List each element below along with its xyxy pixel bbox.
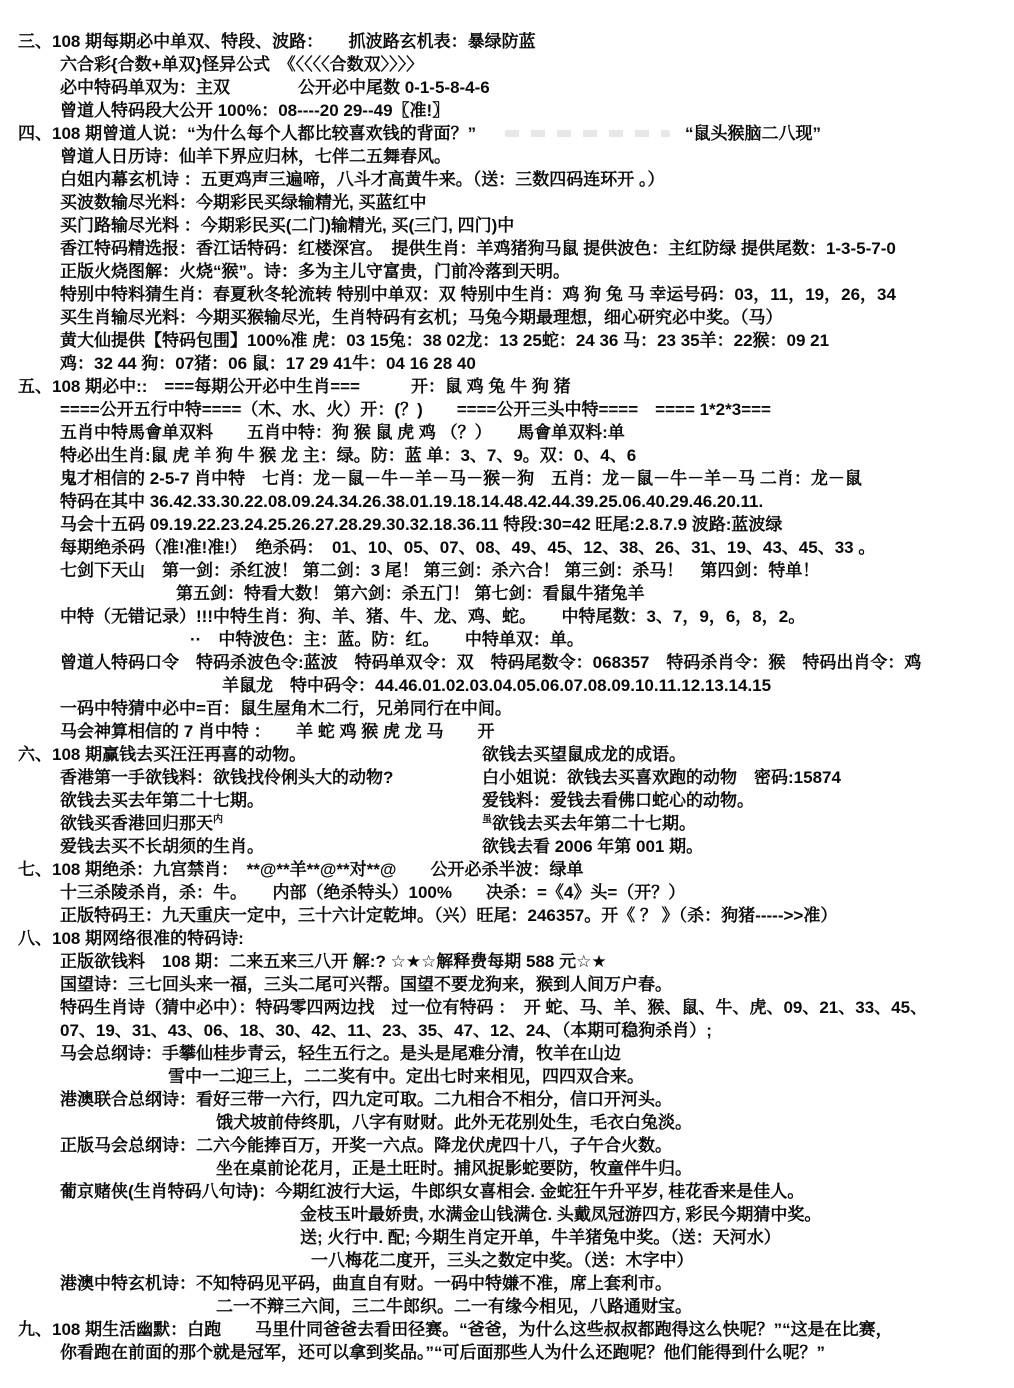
text-line: 白姐内幕玄机诗 ：五更鸡声三遍啼，八斗才高黄牛来。（送：三数四码连环开 。）: [60, 170, 665, 189]
text-line: ====公开五行中特====（木、水、火）开：(？) ====公开三头中特==== ==== 1*2*3===: [60, 400, 771, 419]
text-line: 曾道人日历诗：仙羊下界应归林，七伴二五舞春风。: [60, 147, 451, 166]
text-line: 港澳联合总纲诗：看好三带一六行，四九定可取。二九相合不相分，信口开河头。: [60, 1090, 672, 1109]
text-line: 黄大仙提供【特码包围】100%准 虎：03 15兔：38 02龙：13 25蛇：24 36 马：23 35羊：22猴：09 21: [60, 331, 830, 350]
text-line: 曾道人特码段大公开 100%：08----20 29--49〖准!〗: [60, 101, 450, 120]
text-line: 必中特码单双为：主双 公开必中尾数 0-1-5-8-4-6: [60, 78, 490, 97]
text-line: 曾道人特码口令 特码杀波色令:蓝波 特码单双令：双 特码尾数令：068357 特码杀肖令：猴 特码出肖令：鸡: [60, 653, 922, 672]
left-column-text: 爱钱去买不长胡须的生肖。: [60, 837, 264, 856]
text-line: 买波数输尽光料：今期彩民买绿输精光, 买蓝红中: [60, 193, 427, 212]
text-line: 正版特码王：九天重庆一定中，三十六计定乾坤。（兴）旺尾：246357。开《 ？ 》（杀：狗猪----->>准）: [60, 906, 838, 925]
right-column-text: 白小姐说：欲钱去买喜欢跑的动物 密码:15874: [482, 768, 841, 787]
text-line: 买门路输尽光料 ：今期彩民买(二门)输精光, 买(三门, 四门)中: [60, 216, 515, 235]
text-line: 六合彩{合数+单双}怪异公式 《〈〈〈〈合数双〉〉〉〉: [60, 55, 424, 74]
text-line: 港澳中特玄机诗：不知特码见平码，曲直自有财。一码中特嫌不准，席上套利市。: [60, 1274, 672, 1293]
text-line: 国望诗：三七回头来一福，三头二尾可兴帮。国望不要龙狗来，猴到人间万户春。: [60, 975, 672, 994]
text-line: 五、108 期必中:: ===每期公开必中生肖=== 开：鼠 鸡 兔 牛 狗 猪: [18, 377, 571, 396]
text-line: 中特（无错记录）!!!中特生肖：狗、羊、猪、牛、龙、鸡、蛇。 中特尾数：3、7，9，6，8，2。: [60, 607, 806, 626]
left-column-text: 欲钱去买去年第二十七期。: [60, 791, 264, 810]
text-line: 鬼才相信的 2-5-7 肖中特 七肖：龙－鼠－牛－羊－马－猴－狗 五肖：龙－鼠－牛－羊－马 二肖：龙－鼠: [60, 469, 862, 488]
text-line: 二一不辩三六间，三二牛郎织。二一有缘今相见，八路通财宝。: [216, 1297, 692, 1316]
smudged-text: [505, 130, 670, 137]
text-line: 一八梅花二度开，三头之数定中奖。（送：木字中）: [311, 1251, 694, 1270]
text-line: 特必出生肖:鼠 虎 羊 狗 牛 猴 龙 主：绿。防：蓝 单：3、7、9。双：0、4、6: [60, 446, 637, 465]
text-line: 金枝玉叶最娇贵, 水满金山钱满仓. 头戴凤冠游四方, 彩民今期猜中奖。: [300, 1205, 822, 1224]
text-line: 香江特码精选报：香江话特码：红楼深宫。 提供生肖：羊鸡猪狗马鼠 提供波色：主红防绿 提供尾数：1-3-5-7-0: [60, 239, 896, 258]
text-line: 每期绝杀码（准!准!准!） 绝杀码： 01、10、05、07、08、49、45、12、38、26、31、19、43、45、33 。: [60, 538, 876, 557]
text-line: 三、108 期每期必中单双、特段、波路： 抓波路玄机表：暴绿防蓝: [18, 32, 536, 51]
text-line: 羊鼠龙 特中码令：44.46.01.02.03.04.05.06.07.08.09.10.11.12.13.14.15: [222, 676, 772, 695]
text-line: 正版火烧图解：火烧“猴”。诗：多为主儿守富贵，门前冷落到天明。: [60, 262, 570, 281]
text-line: 一码中特猜中必中=百：鼠生屋角木二行，兄弟同行在中间。: [60, 699, 512, 718]
text-line: [0, 835, 1014, 858]
text-line: [0, 789, 1014, 812]
section-five: [0, 375, 1014, 743]
text-line: 七剑下天山 第一剑：杀红波！ 第二剑：3 尾！ 第三剑：杀六合！ 第三剑：杀马！ 第四剑：特单！: [60, 561, 820, 580]
text-line: 八、108 期网络很准的特码诗:: [18, 929, 244, 948]
text-line: 07、19、31、43、06、18、30、42、11、23、35、47、12、24、（本期可稳狗杀肖）;: [60, 1021, 712, 1040]
text-line: 七、108 期绝杀：九宫禁肖： **@**羊**@**对**@ 公开必杀半波：绿单: [18, 860, 584, 879]
text-line: 饿犬坡前侍终肌，八字有财财。此外无花别处生，毛衣白兔淡。: [216, 1113, 692, 1132]
right-column-text: $^虽$欲钱去买去年第二十七期。: [482, 814, 696, 833]
left-column-text: 欲钱买香港回归那天$^内$: [60, 814, 223, 833]
superscript: 虽: [482, 814, 492, 826]
section-seven: [0, 858, 1014, 927]
right-column-text: 欲钱去买望鼠成龙的成语。: [482, 745, 686, 764]
text-line: 你看跑在前面的那个就是冠军，还可以拿到奖品。”“可后面那些人为什么还跑呢？他们能得到什么呢？”: [60, 1343, 825, 1362]
text-line: [0, 743, 1014, 766]
text-line: 五肖中特馬會单双料 五肖中特：狗 猴 鼠 虎 鸡 （？） 馬會单双料:单: [60, 423, 625, 442]
text-line: 特码生肖诗（猜中必中）：特码零四两边找 过一位有特码 ： 开 蛇、马、羊、猴、鼠、牛、虎、09、21、33、45、: [60, 998, 928, 1017]
text-line: 马会神算相信的 7 肖中特 ： 羊 蛇 鸡 猴 虎 龙 马 开: [60, 722, 495, 741]
text-line: 雪中一二迎三上，二二奖有中。定出七时来相见，四四双合来。: [168, 1067, 644, 1086]
text-line: 特别中特料猜生肖：春夏秋冬轮流转 特别中单双：双 特别中生肖：鸡 狗 兔 马 幸运号码：03，11，19，26，34: [60, 285, 896, 304]
section-four: [0, 122, 1014, 375]
text-line: 特码在其中 36.42.33.30.22.08.09.24.34.26.38.01.19.18.14.48.42.44.39.25.06.40.29.46.20.11.: [60, 492, 764, 511]
text-line: 葡京赌侠(生肖特码八句诗)：今期红波行大运，牛郎织女喜相会. 金蛇狂午升平岁, 桂花香来是佳人。: [60, 1182, 805, 1201]
text-line: ·· 中特波色：主：蓝。防：红。 中特单双：单。: [190, 630, 584, 649]
text-line: 鸡：32 44 狗：07猪：06 鼠：17 29 41牛：04 16 28 40: [60, 354, 476, 373]
section-eight: [0, 927, 1014, 1318]
document-content: [0, 30, 1014, 1364]
section-six: [0, 743, 1014, 858]
text-line: 正版马会总纲诗：二六今能捧百万，开奖一六点。降龙伏虎四十八，子午合火数。: [60, 1136, 672, 1155]
text-line: 九、108 期生活幽默：白跑 马里什同爸爸去看田径赛。“爸爸，为什么这些叔叔都跑得这么快呢？”“这是在比赛，: [18, 1320, 893, 1339]
heading-tail: “鼠头猴脑二八现”: [685, 124, 821, 143]
text-line: [0, 122, 1014, 145]
left-column-text: 香港第一手欲钱料：欲钱找伶俐头大的动物?: [60, 768, 394, 787]
section-four-heading: 四、108 期曾道人说：“为什么每个人都比较喜欢钱的背面？”: [18, 124, 477, 143]
right-column-text: 爱钱料：爱钱去看佛口蛇心的动物。: [482, 791, 754, 810]
section-three: [0, 30, 1014, 122]
text-line: 十三杀陵杀肖，杀：牛。 内部（绝杀特头）100% 决杀：=《4》头=（开？）: [60, 883, 686, 902]
superscript: 内: [213, 814, 223, 826]
text-line: 正版欲钱料 108 期：二来五来三八开 解:? ☆★☆解释费每期 588 元☆★: [60, 952, 607, 971]
right-column-text: 欲钱去看 2006 年第 001 期。: [482, 837, 704, 856]
left-column-text: 六、108 期赢钱去买汪汪再喜的动物。: [18, 745, 307, 764]
text-line: [0, 812, 1014, 835]
text-line: 买生肖输尽光料：今期买猴输尽光，生肖特码有玄机；马兔今期最理想，细心研究必中奖。（马）: [60, 308, 783, 327]
text-line: 马会总纲诗：手攀仙桂步青云，轻生五行之。是头是尾难分清，牧羊在山边: [60, 1044, 621, 1063]
text-line: 坐在桌前论花月，正是土旺时。捕风捉影蛇要防，牧童伴牛归。: [216, 1159, 692, 1178]
text-line: 马会十五码 09.19.22.23.24.25.26.27.28.29.30.32.18.36.11 特段:30=42 旺尾:2.8.7.9 波路:蓝波绿: [60, 515, 783, 534]
text-line: [0, 766, 1014, 789]
text-line: 送; 火行中. 配; 今期生肖定开单，牛羊猪兔中奖。（送：天河水）: [300, 1228, 781, 1247]
text-line: 第五剑：特看大数！ 第六剑：杀五门！ 第七剑：看鼠牛猪兔羊: [176, 584, 645, 603]
section-nine: [0, 1318, 1014, 1364]
